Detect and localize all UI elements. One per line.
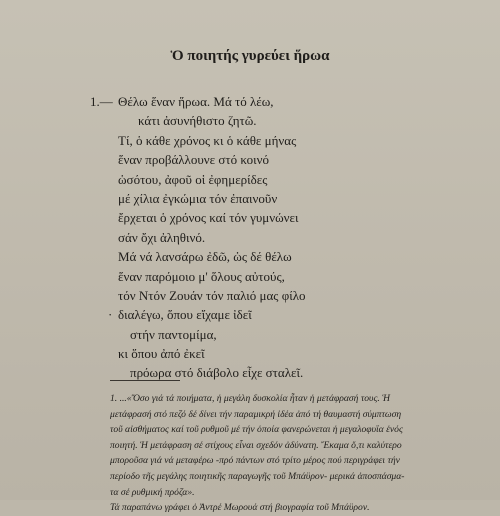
poem-line-text: σάν ὄχι ἀληθινό. — [118, 229, 206, 245]
poem-line-text: ἔρχεται ὁ χρόνος καί τόν γυμνώνει — [118, 210, 299, 226]
footnote-line: τοῦ αἰσθήματος καί τοῦ ρυθμοῦ μέ τήν ὁποία φανερώνεται ἡ μεγαλοφυΐα ἑνός — [110, 424, 403, 436]
poem-line-text: στήν παντομίμα, — [130, 326, 217, 342]
poem-title: Ὁ ποιητής γυρεύει ἥρωα — [170, 48, 330, 64]
poem-line-text: διαλέγω, ὅπου εἴχαμε ἰδεῖ — [118, 307, 252, 323]
poem-line-text: μέ χίλια ἐγκώμια τόν ἐπαινοῦν — [118, 190, 278, 206]
margin-dot: · — [108, 307, 113, 323]
poem-line-text: ἕναν παρόμοιο μ' ὅλους αὐτούς, — [118, 268, 285, 284]
poem-line-text: κι ὅπου ἀπό ἐκεῖ — [118, 346, 205, 362]
footnote — [110, 391, 495, 516]
footnote-line: τα σέ ρυθμική πρόζα». — [110, 486, 195, 498]
footnote-line: Τά παραπάνω γράφει ὁ Ἀντρέ Μωρουά στή βιογραφία τοῦ Μπάϋρον. — [110, 502, 370, 514]
footnote-line: μποροῦσα γιά νά μεταφέρω -πρό πάντων στό τρίτο μέρος πού περιγράφει τήν — [110, 455, 400, 467]
poem-line-text: πρόωρα στό διάβολο εἶχε σταλεῖ. — [130, 365, 304, 381]
poem-line-text: Θέλω ἕναν ἥρωα. Μά τό λέω, — [118, 94, 274, 109]
poem-line-text: ὡσότου, ἀφοῦ οἱ ἐφημερίδες — [118, 171, 268, 187]
footnote-line: περίοδο τῆς μεγάλης ποιητικῆς παραγωγῆς τοῦ Μπάϋρον- μερικά ἀποσπάσμα- — [110, 470, 405, 482]
footnote-rule — [110, 380, 180, 381]
footnote-line: μετάφρασή στό πεζό δέ δίνει τήν παραμικρή ἰδέα ἀπό τή θαυμαστή σύμπτωση — [110, 408, 402, 420]
poem-line-text: κάτι ἀσυνήθιστο ζητῶ. — [138, 113, 257, 129]
poem-line-text: ἕναν προβάλλουνε στό κοινό — [118, 152, 270, 168]
poem-line-text: Τί, ὁ κάθε χρόνος κι ὁ κάθε μήνας — [118, 132, 297, 148]
poem-line-text: Μά νά λανσάρω ἐδῶ, ὡς δέ θέλω — [118, 249, 292, 265]
footnote-line: 1. ...«Ὅσο γιά τά ποιήματα, ἡ μεγάλη δυσκολία ἦταν ἡ μετάφρασή τους. Ἡ — [110, 393, 391, 404]
footnote-line: ποιητή. Ἡ μετάφραση σέ στίχους εἶναι σχεδόν ἀδύνατη. Ἔκαμα ὅ,τι καλύτερο — [110, 439, 402, 451]
poem-line-text: τόν Ντόν Ζουάν τόν παλιό μας φίλο — [118, 287, 306, 303]
stanza-number: 1.— — [90, 94, 113, 109]
